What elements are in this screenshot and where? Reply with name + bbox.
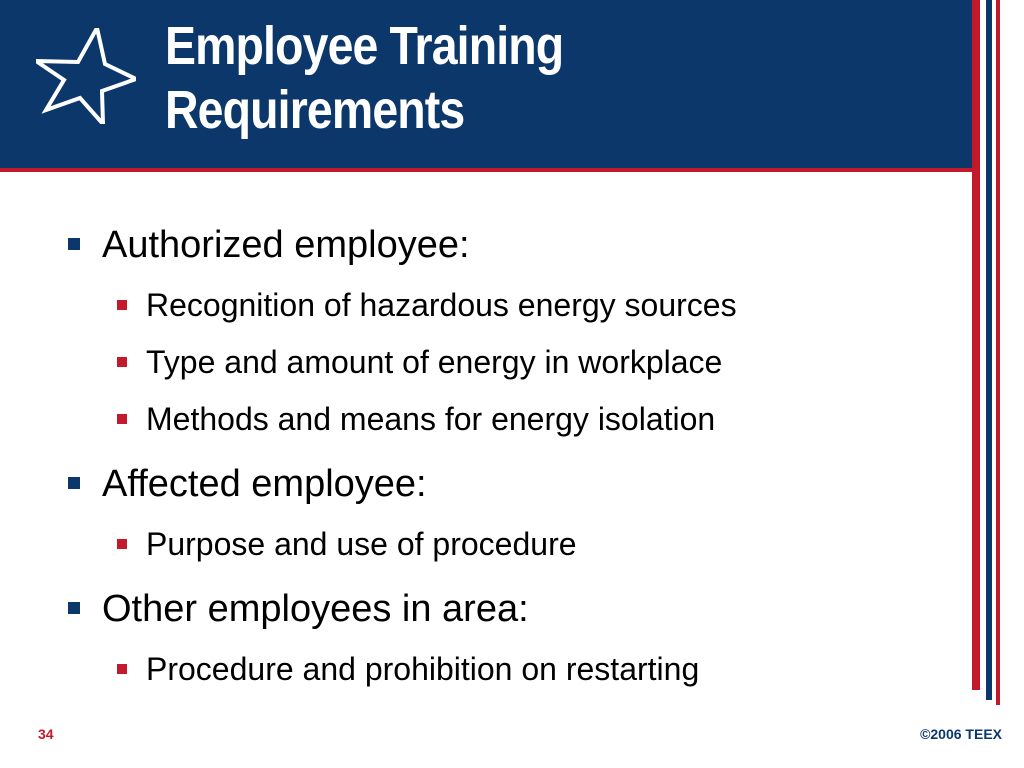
slide-title-line-2: Requirements — [165, 80, 465, 140]
decorative-stripes — [972, 0, 1024, 768]
sub-list-item-text: Methods and means for energy isolation — [146, 401, 716, 437]
square-bullet-icon — [68, 602, 80, 614]
square-bullet-icon — [117, 539, 127, 549]
list-item-text: Affected employee: — [102, 463, 427, 505]
bullet-list — [60, 221, 960, 689]
star-outline-icon — [36, 28, 136, 124]
sub-list-item — [60, 524, 960, 564]
list-item-text: Other employees in area: — [102, 588, 529, 630]
square-bullet-icon — [68, 238, 80, 250]
slide-header — [0, 0, 972, 168]
square-bullet-icon — [117, 357, 127, 367]
copyright-notice: ©2006 TEEX — [920, 726, 1002, 742]
sub-list-item — [60, 342, 960, 382]
sub-list-item — [60, 649, 960, 689]
list-item-authorized-employee — [60, 221, 960, 269]
sub-list-item-text: Recognition of hazardous energy sources — [146, 287, 737, 323]
sub-list-item-text: Procedure and prohibition on restarting — [146, 651, 700, 687]
stripe-red-outer — [972, 0, 980, 690]
sub-list-item-text: Purpose and use of procedure — [146, 526, 577, 562]
list-item-text: Authorized employee: — [102, 224, 470, 266]
list-item-affected-employee — [60, 460, 960, 508]
square-bullet-icon — [68, 477, 80, 489]
slide-title — [165, 14, 836, 142]
page-number: 34 — [38, 726, 54, 742]
sub-list-item — [60, 285, 960, 325]
square-bullet-icon — [117, 414, 127, 424]
stripe-red-inner — [996, 0, 1000, 705]
square-bullet-icon — [117, 300, 127, 310]
slide-title-line-1: Employee Training — [165, 16, 564, 76]
list-item-other-employees — [60, 585, 960, 633]
sub-list-item — [60, 399, 960, 439]
square-bullet-icon — [117, 664, 127, 674]
sub-list-item-text: Type and amount of energy in workplace — [146, 344, 723, 380]
header-divider — [0, 168, 972, 172]
